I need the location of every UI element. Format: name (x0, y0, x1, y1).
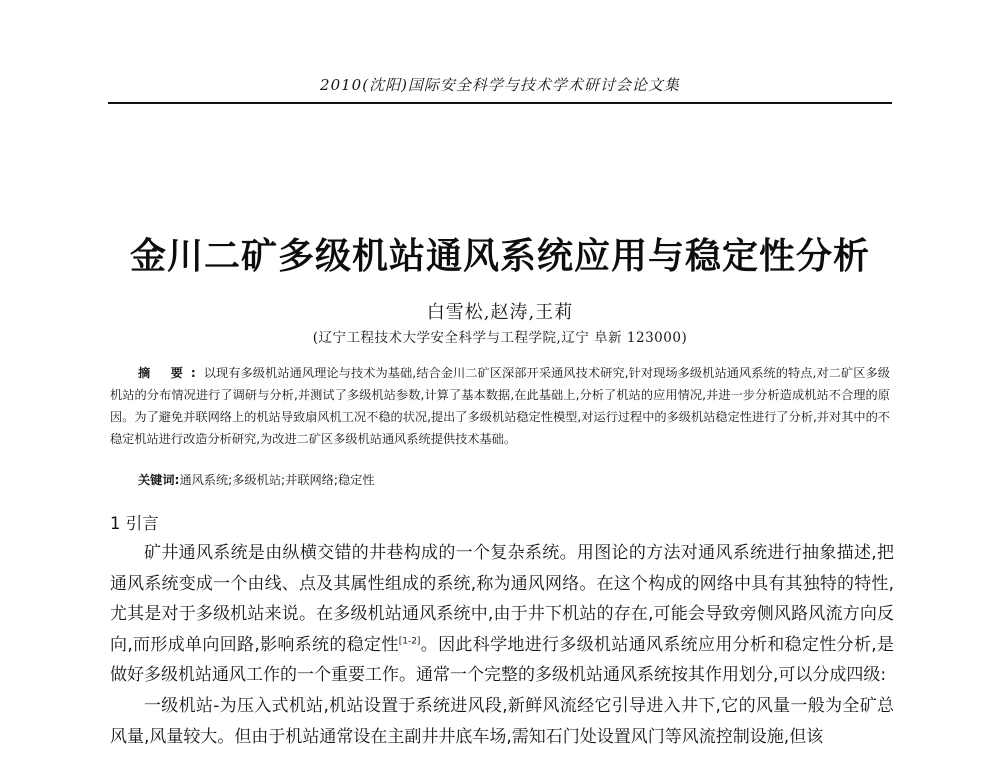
citation-ref[interactable]: [1-2] (398, 636, 421, 647)
section-heading-introduction: 1 引言 (110, 514, 159, 533)
keywords-text: 通风系统;多级机站;并联网络;稳定性 (179, 473, 375, 487)
abstract (110, 362, 890, 450)
paper-affiliation: (辽宁工程技术大学安全科学与工程学院,辽宁 阜新 123000) (312, 330, 688, 346)
paragraph-1-text-a: 矿井通风系统是由纵横交错的井巷构成的一个复杂系统。用图论的方法对通风系统进行抽象描述,把通风系统变成一个由线、点及其属性组成的系统,称为通风网络。在这个构成的网络中具有其独特的特性,尤其是对于多级机站来说。在多级机站通风系统中,由于井下机站的存在,可能会导致旁侧风路风流方向反向,而形成单向回路,影响系统的稳定性 (110, 543, 894, 655)
paragraph-1-text-b: 。因此科学地进行多级机站通风系统应用分析和稳定性分析,是做好多级机站通风工作的一个重要工作。通常一个完整的多级机站通风系统按其作用划分,可以分成四级: (110, 634, 894, 686)
abstract-label: 摘 要: (138, 366, 204, 380)
body-text (110, 538, 894, 752)
keywords-label: 关键词: (138, 473, 180, 487)
header-rule (108, 102, 892, 104)
paragraph-2: 一级机站-为压入式机站,机站设置于系统进风段,新鲜风流经它引导进入井下,它的风量一般为全矿总风量,风量较大。但由于机站通常设在主副井井底车场,需知石门处设置风门等风流控制设施,但该 (110, 695, 894, 747)
paper-title: 金川二矿多级机站通风系统应用与稳定性分析 (129, 235, 870, 277)
abstract-text: 以现有多级机站通风理论与技术为基础,结合金川二矿区深部开采通风技术研究,针对现场多级机站通风系统的特点,对二矿区多级机站的分布情况进行了调研与分析,并测试了多级机站参数,计算了基本数据,在此基础上,分析了机站的应用情况,并进一步分析造成机站不合理的原因。为了避免并联网络上的机站导致扇风机工况不稳的状况,提出了多级机站稳定性模型,对运行过程中的多级机站稳定性进行了分析,并对其中的不稳定机站进行改造分析研究,为改进二矿区多级机站通风系统提供技术基础。 (110, 366, 890, 446)
paper-authors: 白雪松,赵涛,王莉 (426, 302, 574, 323)
running-head: 2010(沈阳)国际安全科学与技术学术研讨会论文集 (320, 76, 680, 94)
paragraph-1 (110, 538, 894, 691)
keywords (138, 470, 898, 490)
